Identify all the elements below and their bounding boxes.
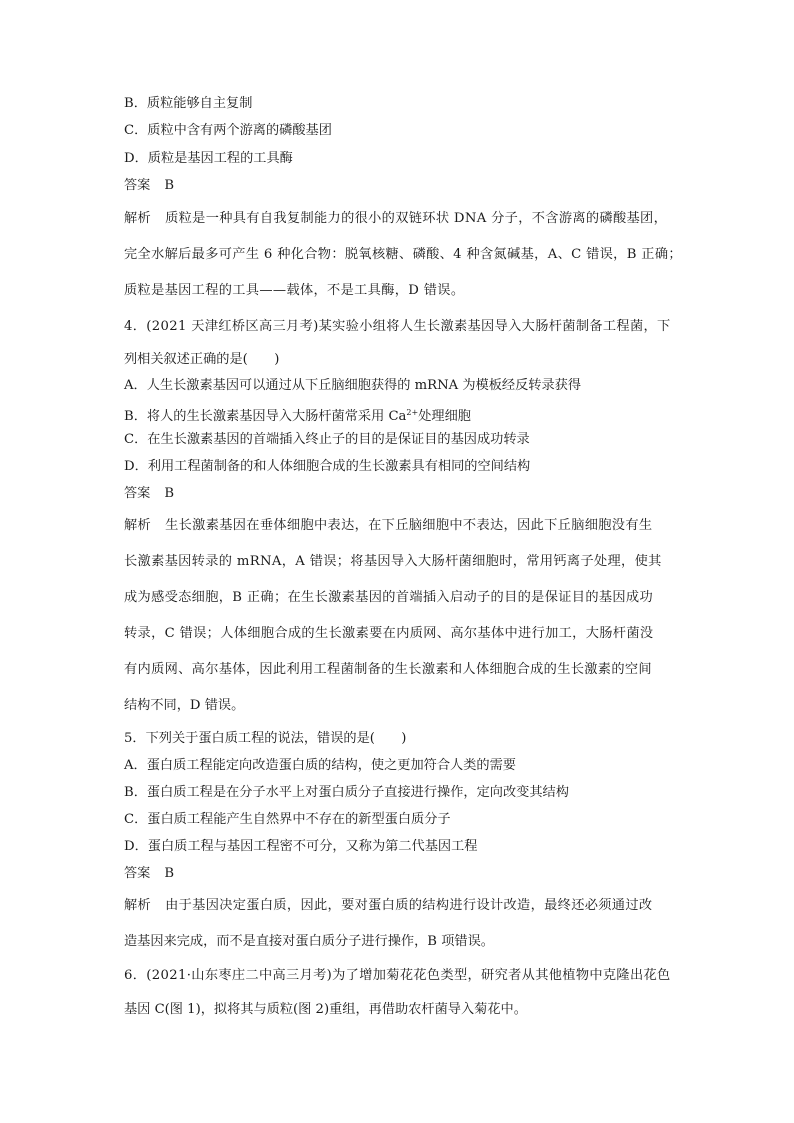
q3-answer-label: 答案 (124, 178, 151, 193)
q5-stem: 5．下列关于蛋白质工程的说法，错误的是( ) (124, 731, 407, 746)
q3-option-d: D．质粒是基因工程的工具酶 (124, 151, 293, 166)
q5-explanation-line-2: 造基因来完成，而不是直接对蛋白质分子进行操作，B 项错误。 (124, 934, 494, 949)
q5-option-a: A．蛋白质工程能定向改造蛋白质的结构，使之更加符合人类的需要 (124, 758, 516, 773)
q5-option-c: C．蛋白质工程能产生自然界中不存在的新型蛋白质分子 (124, 812, 451, 827)
q5-explanation-label: 解析 (124, 898, 152, 913)
q6-stem-line-2: 基因 C(图 1)，拟将其与质粒(图 2)重组，再借助农杆菌导入菊花中。 (124, 1002, 527, 1017)
q4-answer-line (124, 485, 174, 503)
q4-answer-label: 答案 (124, 486, 151, 501)
q4-explanation-label: 解析 (124, 518, 152, 533)
q3-explanation-line-3: 质粒是基因工程的工具——载体，不是工具酶，D 错误。 (124, 283, 465, 298)
q4-explanation-text-1: 生长激素基因在垂体细胞中表达，在下丘脑细胞中不表达，因此下丘脑细胞没有生 (165, 518, 653, 533)
q6-stem-line-1: 6．(2021·山东枣庄二中高三月考)为了增加菊花花色类型，研究者从其他植物中克隆出花色 (124, 968, 671, 983)
q4-explanation-line-4: 转录，C 错误；人体细胞合成的生长激素要在内质网、高尔基体中进行加工，大肠杆菌没 (124, 626, 654, 641)
q5-explanation-text-1: 由于基因决定蛋白质，因此，要对蛋白质的结构进行设计改造，最终还必须通过改 (165, 898, 653, 913)
q4-option-a: A．人生长激素基因可以通过从下丘脑细胞获得的 mRNA 为模板经反转录获得 (124, 378, 582, 393)
q3-explanation-text-1: 质粒是一种具有自我复制能力的很小的双链环状 DNA 分子，不含游离的磷酸基团， (165, 211, 668, 226)
q3-explanation-line-2: 完全水解后最多可产生 6 种化合物：脱氧核糖、磷酸、4 种含氮碱基，A、C 错误，B 正确； (124, 247, 682, 262)
q5-answer-line (124, 865, 174, 883)
q3-answer: B (164, 178, 175, 193)
q4-explanation-line-5: 有内质网、高尔基体，因此利用工程菌制备的生长激素和人体细胞合成的生长激素的空间 (124, 662, 652, 677)
q3-explanation-line-1 (124, 210, 667, 228)
q4-option-d: D．利用工程菌制备的和人体细胞合成的生长激素具有相同的空间结构 (124, 459, 531, 474)
q5-option-b: B．蛋白质工程是在分子水平上对蛋白质分子直接进行操作，定向改变其结构 (124, 785, 569, 800)
q4-explanation-line-2: 长激素基因转录的 mRNA，A 错误；将基因导入大肠杆菌细胞时，常用钙离子处理，使其 (124, 554, 662, 569)
q4-stem-line-2: 列相关叙述正确的是( ) (124, 352, 280, 367)
q3-answer-line (124, 177, 174, 195)
q4-answer: B (164, 486, 175, 501)
q3-explanation-label: 解析 (124, 211, 152, 226)
q4-option-b-superscript: 2+ (406, 408, 419, 417)
q4-stem-line-1: 4．(2021 天津红桥区高三月考)某实验小组将人生长激素基因导入大肠杆菌制备工程菌，下 (124, 319, 671, 334)
q4-explanation-line-1 (124, 517, 652, 535)
q4-explanation-line-6: 结构不同，D 错误。 (124, 698, 245, 713)
q5-answer: B (164, 866, 175, 881)
q4-option-b (124, 404, 471, 426)
q3-option-b: B．质粒能够自主复制 (124, 96, 253, 111)
q5-option-d: D．蛋白质工程与基因工程密不可分，又称为第二代基因工程 (124, 839, 478, 854)
q4-option-b-text: B．将人的生长激素基因导入大肠杆菌常采用 Ca (124, 409, 407, 424)
q4-option-c: C．在生长激素基因的首端插入终止子的目的是保证目的基因成功转录 (124, 432, 530, 447)
q3-option-c: C．质粒中含有两个游离的磷酸基团 (124, 123, 332, 138)
q4-option-b-text-end: 处理细胞 (418, 409, 471, 424)
q5-explanation-line-1 (124, 897, 652, 915)
q4-explanation-line-3: 成为感受态细胞，B 正确；在生长激素基因的首端插入启动子的目的是保证目的基因成功 (124, 590, 654, 605)
q5-answer-label: 答案 (124, 866, 151, 881)
